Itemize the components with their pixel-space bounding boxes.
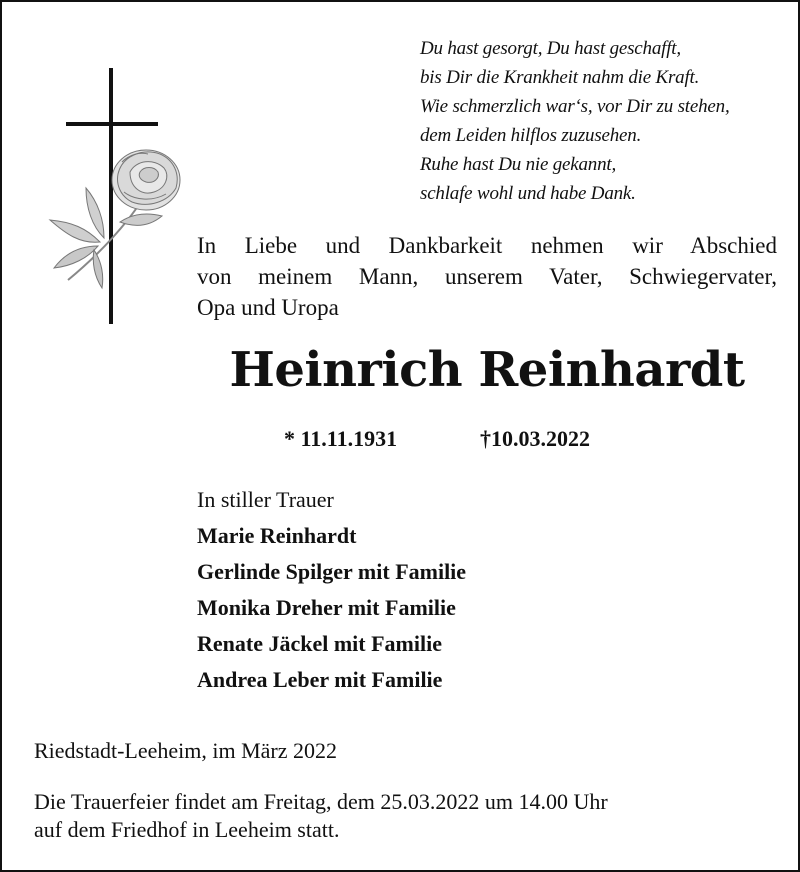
cross-with-rose [42, 62, 192, 332]
mourner-item: Andrea Leber mit Familie [197, 667, 443, 692]
mourner-item: Monika Dreher mit Familie [197, 595, 456, 620]
intro-line: von meinem Mann, unserem Vater, Schwiegervater, [197, 264, 777, 289]
mourner-item: Renate Jäckel mit Familie [197, 631, 442, 656]
death-date: †10.03.2022 [480, 426, 590, 451]
mourner-item: Marie Reinhardt [197, 523, 357, 548]
poem-line: Ruhe hast Du nie gekannt, [420, 154, 617, 175]
mourners [197, 482, 757, 698]
poem-line: bis Dir die Krankheit nahm die Kraft. [420, 67, 700, 88]
poem-line: dem Leiden hilflos zuzusehen. [420, 125, 642, 146]
farewell-intro [197, 230, 777, 323]
intro-line: In Liebe und Dankbarkeit nehmen wir Abschied [197, 233, 777, 258]
poem-line: schlafe wohl und habe Dank. [420, 183, 636, 204]
service-line: Die Trauerfeier findet am Freitag, dem 25.03.2022 um 14.00 Uhr [34, 789, 608, 814]
place-and-date: Riedstadt-Leeheim, im März 2022 [34, 738, 338, 763]
birth-date: * 11.11.1931 [284, 426, 398, 451]
mourner-item: Gerlinde Spilger mit Familie [197, 559, 467, 584]
poem-line: Wie schmerzlich war‘s, vor Dir zu stehen, [420, 96, 730, 117]
poem [420, 34, 790, 208]
rose-icon [50, 150, 180, 288]
poem-line: Du hast gesorgt, Du hast geschafft, [420, 38, 681, 59]
service-line: auf dem Friedhof in Leeheim statt. [34, 817, 340, 842]
intro-line: Opa und Uropa [197, 295, 339, 320]
funeral-service-info [34, 788, 774, 844]
mourners-label: In stiller Trauer [197, 487, 334, 512]
deceased-name: Heinrich Reinhardt [229, 342, 745, 398]
